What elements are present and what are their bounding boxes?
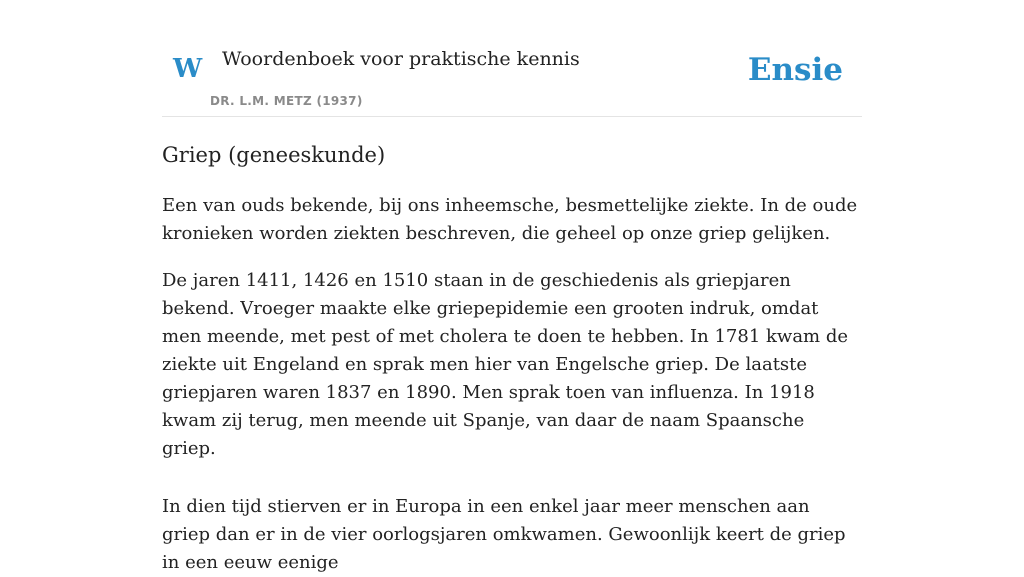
article-paragraph-2: De jaren 1411, 1426 en 1510 staan in de geschiedenis als griepjaren bekend. Vroeger maakte elke griepepidemie een grooten indruk, omdat men meende, met pest of met cholera te doen te hebben. In 1781 kwam de ziekte uit Engeland en sprak men hier van Engelsche griep. De laatste griepjaren waren 1837 en 1890. Men sprak toen van influenza. In 1918 kwam zij terug, men meende uit Spanje, van daar de naam Spaansche griep. [162, 270, 849, 459]
ensie-logo[interactable]: Ensie [747, 52, 843, 88]
book-author: DR. L.M. METZ (1937) [210, 94, 363, 108]
book-title[interactable]: Woordenboek voor praktische kennis [222, 48, 580, 70]
article-title: Griep (geneeskunde) [162, 143, 386, 167]
article-paragraph-3: In dien tijd stierven er in Europa in een enkel jaar meer menschen aan griep dan er in de vier oorlogsjaren omkwamen. Gewoonlijk keert de griep in een eeuw eenige [162, 496, 846, 573]
article-paragraph-1: Een van ouds bekende, bij ons inheemsche, besmettelijke ziekte. In de oude kronieken worden ziekten beschreven, die geheel op onze griep gelijken. [162, 195, 858, 244]
logo-w-icon[interactable]: W [173, 54, 203, 84]
article [162, 140, 862, 577]
site-header [162, 0, 862, 117]
